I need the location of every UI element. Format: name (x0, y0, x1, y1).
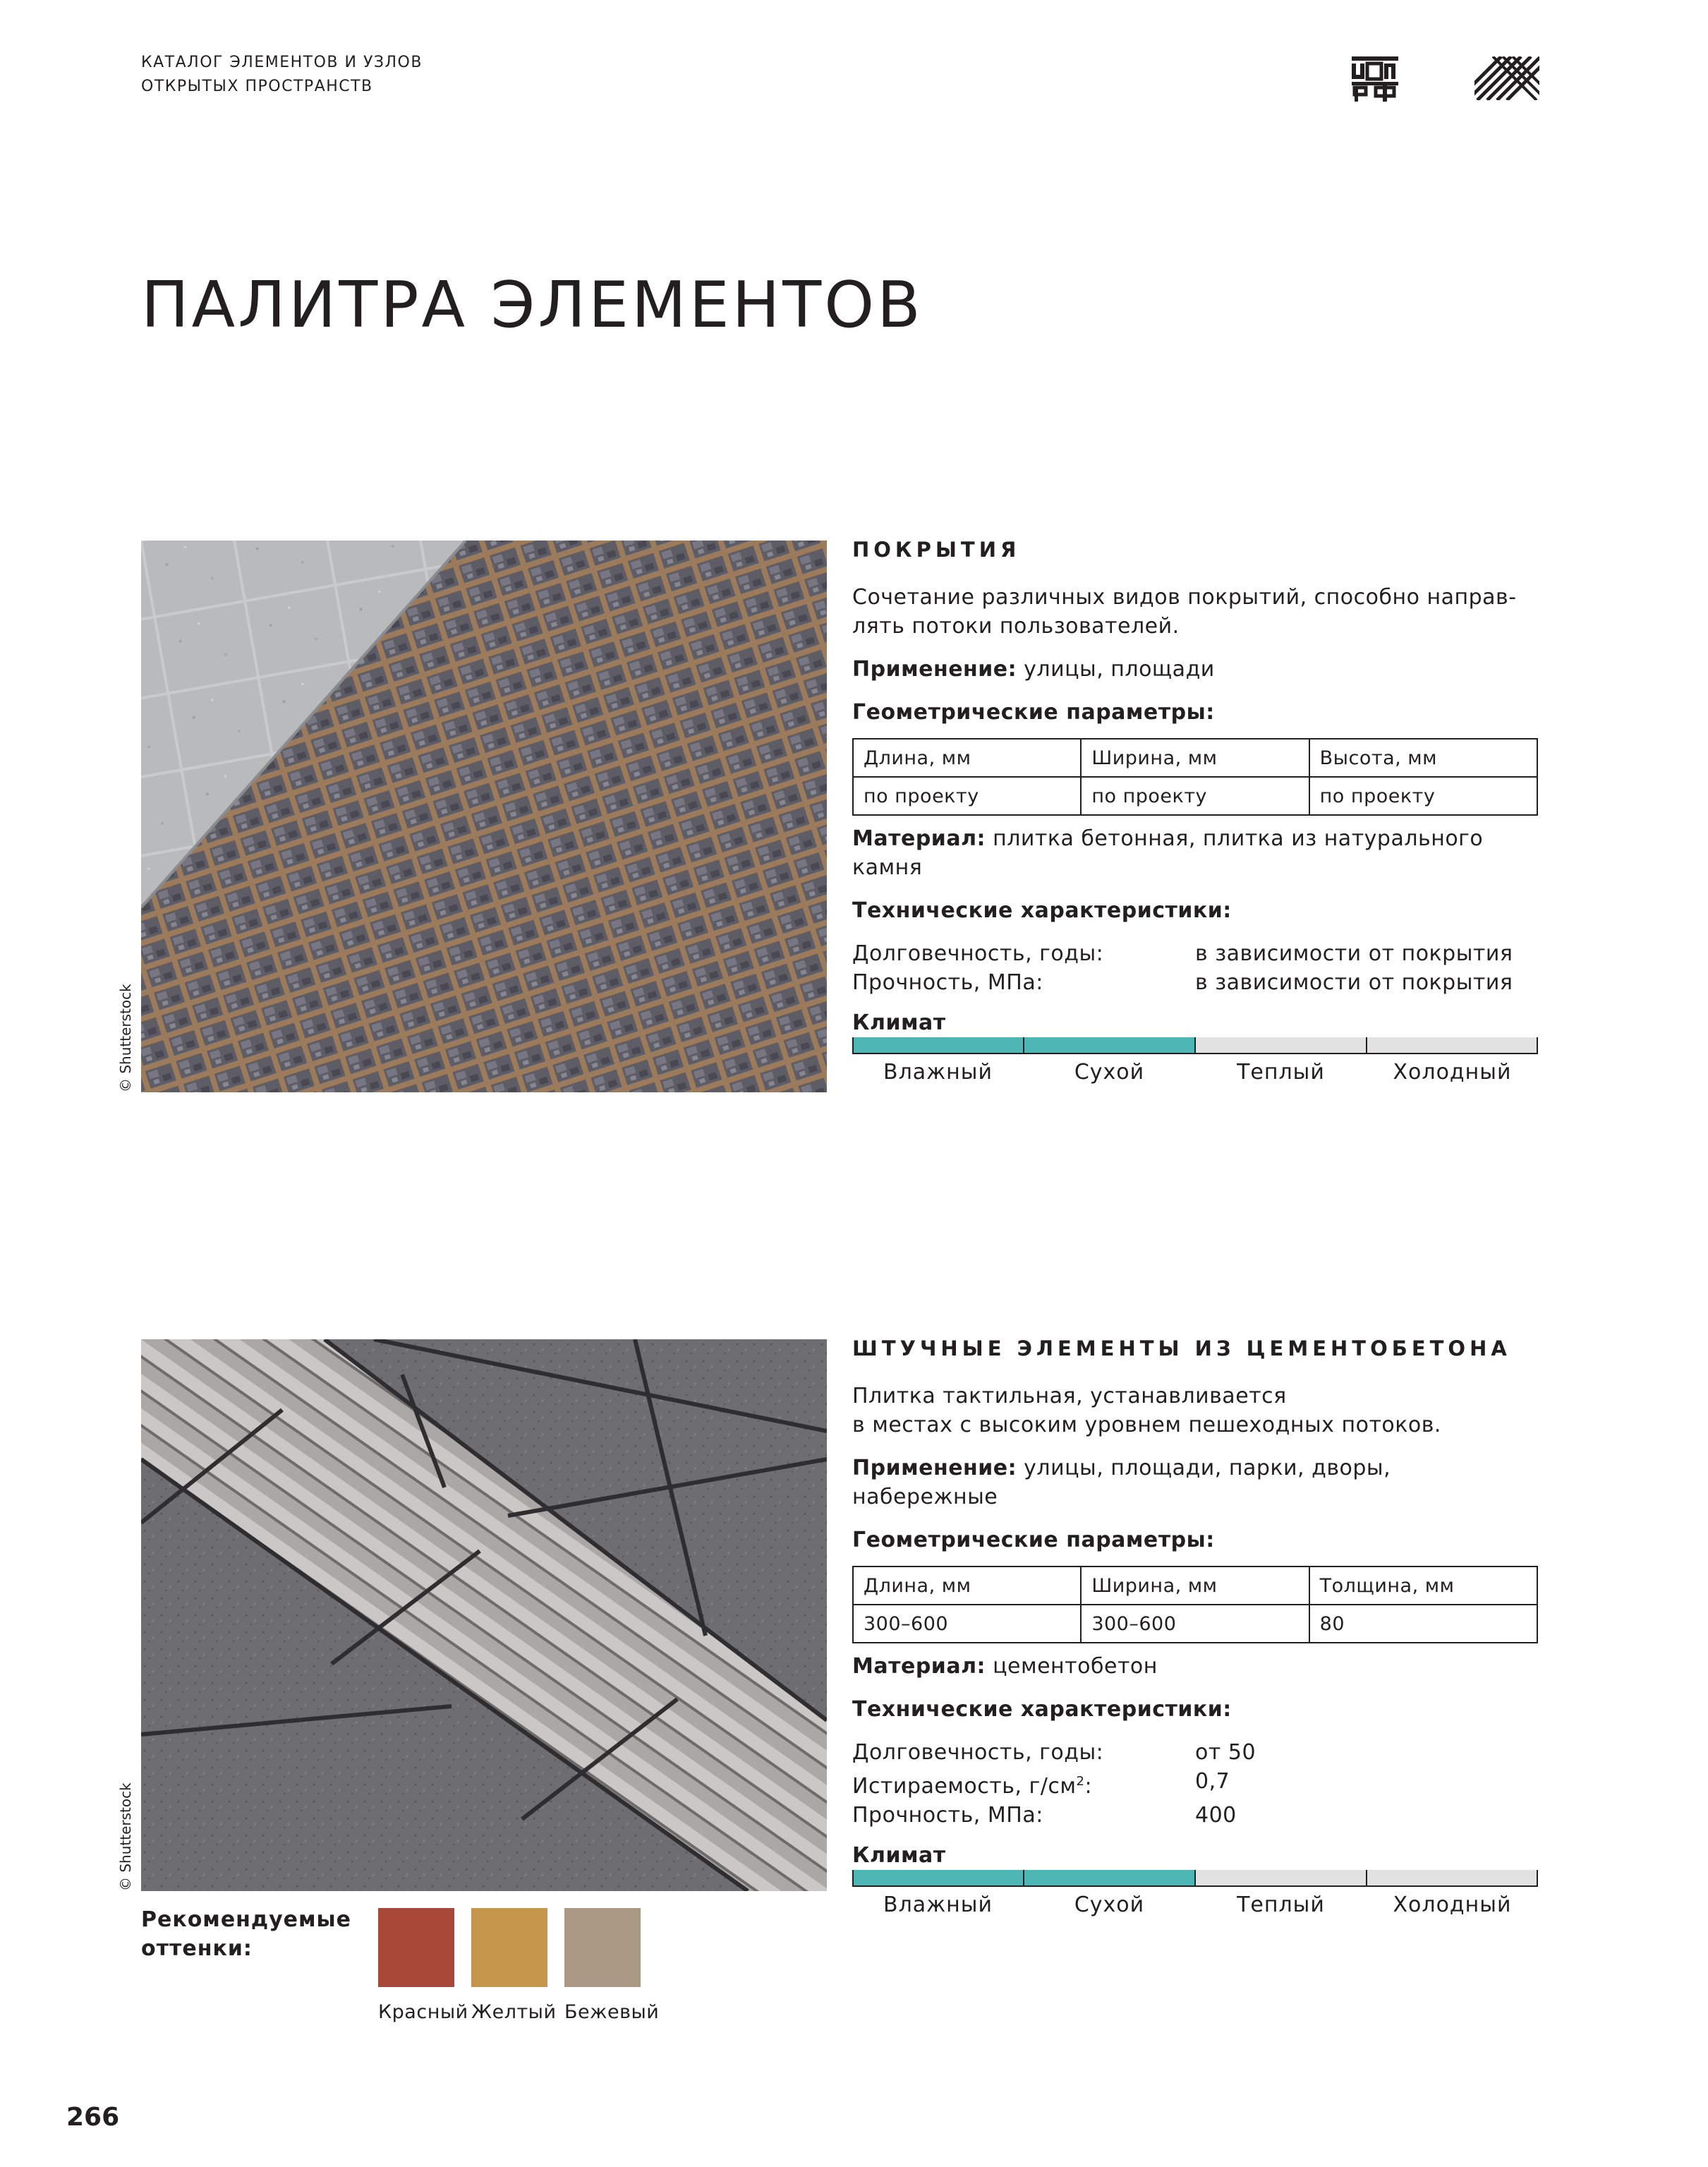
tech-row (852, 1767, 1538, 1801)
section-cement-concrete (852, 1336, 1538, 1917)
table-cell: Толщина, мм (1309, 1567, 1537, 1605)
climate-label-warm: Теплый (1237, 1060, 1325, 1085)
climate-segment (1024, 1037, 1195, 1053)
climate-segment (1195, 1037, 1367, 1053)
swatch-red (378, 1908, 454, 1987)
climate-labels (852, 1893, 1538, 1917)
geometry-table (852, 1566, 1538, 1643)
table-row (853, 777, 1537, 815)
climate-label: Климат (852, 1843, 946, 1868)
tech-key-superscript: 2 (1076, 1774, 1085, 1789)
climate-bar (852, 1870, 1538, 1887)
climate-segment (1024, 1870, 1195, 1885)
swatch-label-beige: Бежевый (564, 2001, 660, 2023)
table-cell: Ширина, мм (1081, 1567, 1309, 1605)
tech-key: Долговечность, годы: (852, 941, 1104, 966)
geometry-label: Геометрические параметры: (852, 700, 1215, 725)
table-cell: Высота, мм (1309, 739, 1537, 777)
climate-segment (1195, 1870, 1367, 1885)
page-title: ПАЛИТРА ЭЛЕМЕНТОВ (141, 268, 923, 342)
tech-key (852, 1767, 1195, 1801)
application-line (852, 1454, 1538, 1483)
tech-label: Технические характеристики: (852, 1697, 1232, 1722)
tactile-tiles-image (141, 1339, 827, 1891)
climate-label-warm: Теплый (1237, 1893, 1325, 1917)
material-line (852, 1652, 1538, 1681)
table-header-row (853, 739, 1537, 777)
swatch-yellow (471, 1908, 547, 1987)
section-coverings (852, 538, 1538, 1085)
climate-bar (852, 1037, 1538, 1054)
page-number: 266 (66, 2103, 120, 2132)
climate-divider (1194, 1037, 1196, 1054)
tech-label: Технические характеристики: (852, 898, 1232, 923)
pattern-logo (1474, 56, 1539, 100)
paving-stones-image (141, 541, 827, 1092)
tech-value: в зависимости от покрытия (1195, 941, 1513, 966)
photo-credit-1: © Shutterstock (117, 984, 134, 1092)
climate-labels (852, 1060, 1538, 1085)
description-line: Сочетание различных видов покрытий, способно направ- (852, 585, 1517, 610)
climate-divider (852, 1037, 854, 1054)
material-value: плитка бетонная, плитка из натурального камня (852, 826, 1484, 880)
table-cell: Ширина, мм (1081, 739, 1309, 777)
climate-segment (852, 1870, 1024, 1885)
climate-divider (1194, 1870, 1196, 1887)
tech-row (852, 939, 1538, 968)
climate-baseline (852, 1053, 1538, 1054)
tech-value: от 50 (1195, 1740, 1256, 1765)
description-line: в местах с высоким уровнем пешеходных потоков. (852, 1413, 1441, 1437)
tech-key-colon: : (1084, 1774, 1093, 1799)
photo-credit-2: © Shutterstock (117, 1782, 134, 1891)
climate-segment (1367, 1870, 1538, 1885)
catalog-header-line1: КАТАЛОГ ЭЛЕМЕНТОВ И УЗЛОВ (141, 54, 423, 71)
table-row (853, 1605, 1537, 1643)
climate-label-humid: Влажный (883, 1060, 993, 1085)
table-cell: Длина, мм (853, 739, 1081, 777)
tech-value: 0,7 (1195, 1769, 1230, 1794)
table-cell: Длина, мм (853, 1567, 1081, 1605)
climate-segment (852, 1037, 1024, 1053)
climate-segment (1367, 1037, 1538, 1053)
climate-label-dry: Сухой (1074, 1060, 1145, 1085)
material-line (852, 824, 1538, 882)
table-cell: 300–600 (853, 1605, 1081, 1643)
tech-key-text: Истираемость, г/см (852, 1774, 1077, 1799)
table-cell: по проекту (1081, 777, 1309, 815)
application-label: Применение: (852, 657, 1017, 682)
table-cell: 80 (1309, 1605, 1537, 1643)
catalog-header-line2: ОТКРЫТЫХ ПРОСТРАНСТВ (141, 78, 373, 95)
swatch-label-red: Красный (378, 2001, 468, 2023)
climate-label-cold: Холодный (1393, 1060, 1512, 1085)
tech-row (852, 1801, 1538, 1830)
section-title: ПОКРЫТИЯ (852, 538, 1021, 562)
material-label: Материал: (852, 826, 986, 851)
material-value: цементобетон (986, 1654, 1158, 1679)
recommended-label-line1: Рекомендуемые (141, 1907, 352, 1932)
table-cell: по проекту (1309, 777, 1537, 815)
application-label: Применение: (852, 1456, 1017, 1480)
climate-label: Климат (852, 1010, 946, 1035)
application-line (852, 655, 1538, 684)
tech-key: Долговечность, годы: (852, 1740, 1104, 1765)
paving-stones-photo (141, 541, 827, 1092)
climate-divider (1366, 1870, 1367, 1887)
climate-divider (1023, 1870, 1024, 1887)
recommended-label-line2: оттенки: (141, 1936, 253, 1961)
dom-rf-logo (1352, 56, 1398, 102)
application-value: улицы, площади (1017, 657, 1215, 682)
climate-divider (1537, 1037, 1538, 1054)
catalog-header (141, 51, 635, 99)
table-header-row (853, 1567, 1537, 1605)
climate-divider (1366, 1037, 1367, 1054)
tech-row (852, 1738, 1538, 1767)
geometry-label: Геометрические параметры: (852, 1528, 1215, 1552)
climate-divider (852, 1870, 854, 1887)
swatch-beige (564, 1908, 641, 1987)
section-title: ШТУЧНЫЕ ЭЛЕМЕНТЫ ИЗ ЦЕМЕНТОБЕТОНА (852, 1336, 1511, 1360)
description-line: Плитка тактильная, устанавливается (852, 1384, 1287, 1408)
table-cell: 300–600 (1081, 1605, 1309, 1643)
climate-divider (1537, 1870, 1538, 1887)
tech-key: Прочность, МПа: (852, 970, 1043, 995)
recommended-shades-label (141, 1905, 351, 1963)
application-value-continued: набережные (852, 1485, 998, 1509)
climate-baseline (852, 1885, 1538, 1887)
swatch-label-yellow: Желтый (471, 2001, 557, 2023)
climate-divider (1023, 1037, 1024, 1054)
climate-label-humid: Влажный (883, 1893, 993, 1917)
tech-key: Прочность, МПа: (852, 1803, 1043, 1828)
climate-label-cold: Холодный (1393, 1893, 1512, 1917)
tech-row (852, 968, 1538, 997)
application-value: улицы, площади, парки, дворы, (1017, 1456, 1391, 1480)
tech-value: в зависимости от покрытия (1195, 970, 1513, 995)
description-line: лять потоки пользователей. (852, 614, 1180, 639)
material-label: Материал: (852, 1654, 986, 1679)
table-cell: по проекту (853, 777, 1081, 815)
climate-label-dry: Сухой (1074, 1893, 1145, 1917)
tech-value: 400 (1195, 1803, 1237, 1828)
geometry-table (852, 738, 1538, 816)
tactile-tiles-photo (141, 1339, 827, 1891)
